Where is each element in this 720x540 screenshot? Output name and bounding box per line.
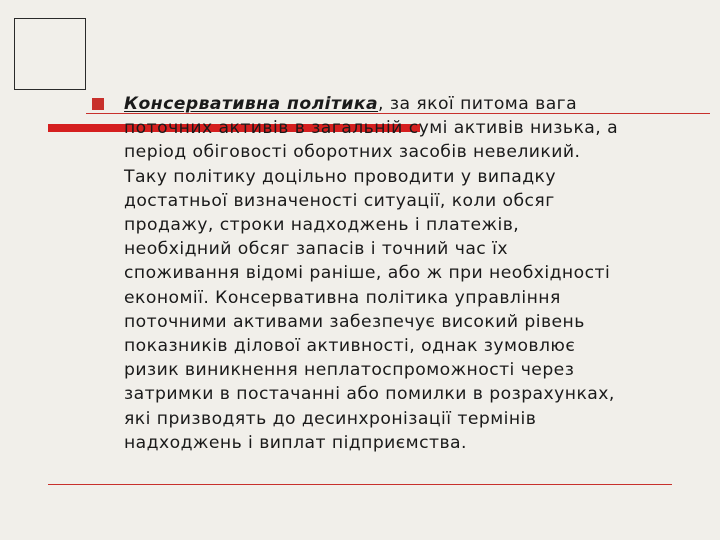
key-term: Консервативна політика	[124, 94, 379, 114]
definition-text: , за якої питома вага поточних активів в загальній сумі активів низька, а період обіговості оборотних засобів невеликий. Таку політику доцільно проводити у випадку достатньої визначеності ситуації, коли обсяг продажу, строки надходжень і платежів, необхідний обсяг запасів і точний час їх споживання відомі раніше, або ж при необхідності економії. Консервативна політика управління поточними активами забезпечує високий рівень показників ділової активності, однак зумовлює ризик виникнення неплатоспроможності через затримки в постачанні або помилки в розрахунках, які призводять до десинхронізації термінів надходжень і виплат підприємства.	[124, 94, 619, 453]
bottom-divider-line	[48, 484, 672, 485]
decorative-square	[14, 18, 86, 90]
slide-body-text	[124, 92, 694, 455]
bullet-square-icon	[92, 98, 104, 110]
